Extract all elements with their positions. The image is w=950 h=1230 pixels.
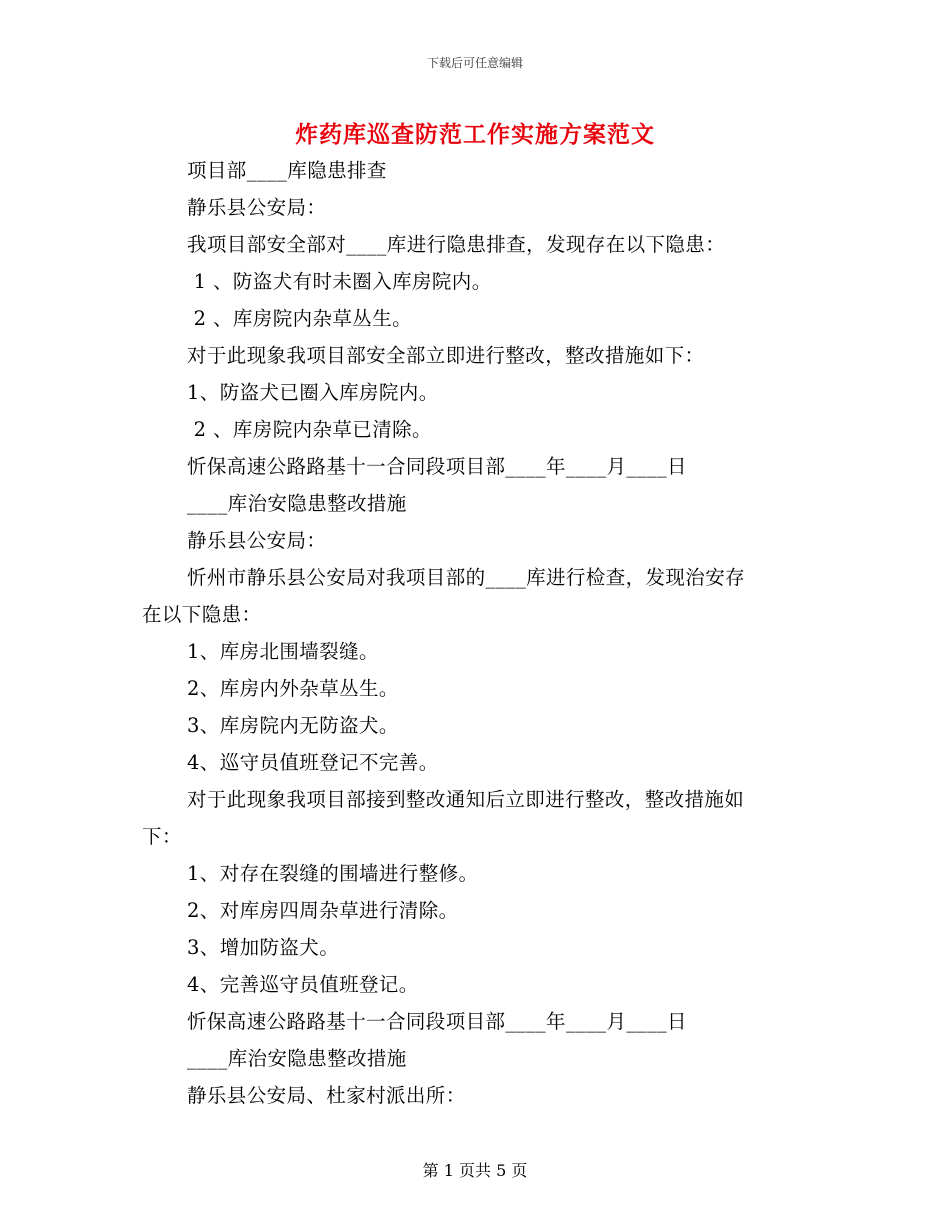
body-line: 4、完善巡守员值班登记。	[187, 973, 419, 996]
body-line: 1 、防盗犬有时未圈入库房院内。	[187, 270, 492, 293]
body-line: ____库治安隐患整改措施	[187, 1047, 407, 1070]
body-line: 静乐县公安局：	[187, 529, 327, 552]
body-line: 1、库房北围墙裂缝。	[187, 640, 379, 663]
body-line: 下：	[142, 825, 182, 848]
document-body	[142, 152, 802, 1114]
body-line: 静乐县公安局、杜家村派出所：	[187, 1084, 466, 1107]
body-line: 2、对库房四周杂草进行清除。	[187, 899, 459, 922]
body-line: 4、巡守员值班登记不完善。	[187, 751, 439, 774]
body-line: 忻州市静乐县公安局对我项目部的____库进行检查，发现治安存	[187, 566, 746, 589]
body-line: 1、对存在裂缝的围墙进行整修。	[187, 862, 479, 885]
body-line: 我项目部安全部对____库进行隐患排查，发现存在以下隐患：	[187, 233, 726, 256]
body-line: ____库治安隐患整改措施	[187, 492, 407, 515]
page-header-note: 下载后可任意编辑	[426, 56, 523, 70]
document-title: 炸药库巡查防范工作实施方案范文	[295, 121, 655, 148]
body-line: 2 、库房院内杂草丛生。	[187, 307, 413, 330]
body-line: 2 、库房院内杂草已清除。	[187, 418, 432, 441]
body-line: 对于此现象我项目部安全部立即进行整改，整改措施如下：	[187, 344, 705, 367]
body-line: 忻保高速公路路基十一合同段项目部____年____月____日	[187, 1010, 687, 1033]
body-line: 3、库房院内无防盗犬。	[187, 714, 399, 737]
page-number-footer: 第 1 页共 5 页	[422, 1161, 528, 1180]
body-line: 项目部____库隐患排查	[187, 159, 387, 182]
body-line: 忻保高速公路路基十一合同段项目部____年____月____日	[187, 455, 687, 478]
body-line: 对于此现象我项目部接到整改通知后立即进行整改，整改措施如	[187, 788, 745, 811]
body-line: 3、增加防盗犬。	[187, 936, 340, 959]
body-line: 1、防盗犬已圈入库房院内。	[187, 381, 439, 404]
body-line: 2、库房内外杂草丛生。	[187, 677, 399, 700]
body-line: 静乐县公安局：	[187, 196, 327, 219]
body-line: 在以下隐患：	[142, 603, 262, 626]
